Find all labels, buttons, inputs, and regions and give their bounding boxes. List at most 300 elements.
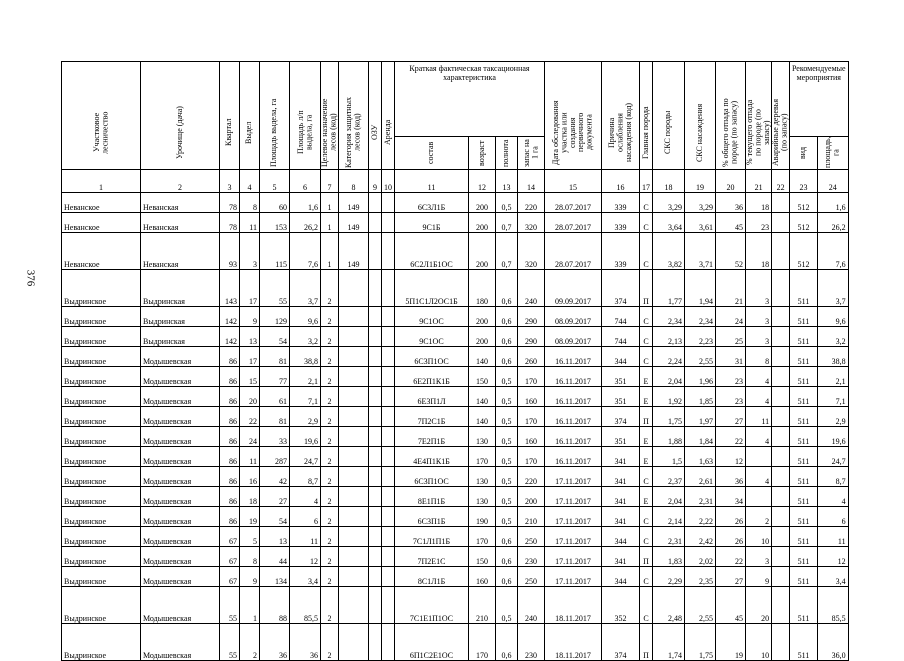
cell-col-19: 2,31 bbox=[685, 487, 716, 507]
cell-col-15: 17.11.2017 bbox=[545, 567, 602, 587]
column-number: 16 bbox=[602, 170, 640, 193]
cell-col-13: 0,5 bbox=[496, 367, 518, 387]
cell-col-6: 1,6 bbox=[290, 193, 321, 213]
table-row bbox=[62, 233, 849, 270]
cell-col-13: 0,5 bbox=[496, 427, 518, 447]
header-plot-area: Площадь выдела, га bbox=[260, 62, 290, 170]
cell-col-9 bbox=[369, 487, 382, 507]
column-number: 12 bbox=[469, 170, 496, 193]
cell-col-9 bbox=[369, 327, 382, 347]
cell-col-20: 36 bbox=[716, 193, 746, 213]
cell-col-2: Модышевская bbox=[141, 567, 220, 587]
table-row bbox=[62, 213, 849, 233]
cell-col-3: 142 bbox=[220, 307, 240, 327]
cell-col-2: Модышевская bbox=[141, 367, 220, 387]
cell-col-17: С bbox=[640, 587, 653, 624]
cell-col-15: 16.11.2017 bbox=[545, 407, 602, 427]
column-number: 19 bbox=[685, 170, 716, 193]
cell-col-15: 16.11.2017 bbox=[545, 447, 602, 467]
cell-col-20: 12 bbox=[716, 447, 746, 467]
cell-col-5: 134 bbox=[260, 567, 290, 587]
cell-col-2: Модышевская bbox=[141, 427, 220, 447]
forest-survey-table bbox=[61, 61, 849, 661]
cell-col-22 bbox=[772, 507, 790, 527]
cell-col-13: 0,5 bbox=[496, 387, 518, 407]
cell-col-22 bbox=[772, 193, 790, 213]
column-number: 6 bbox=[290, 170, 321, 193]
cell-col-12: 150 bbox=[469, 547, 496, 567]
cell-col-21: 20 bbox=[746, 587, 772, 624]
cell-col-15: 17.11.2017 bbox=[545, 547, 602, 567]
table-row bbox=[62, 367, 849, 387]
cell-col-2: Выдринская bbox=[141, 327, 220, 347]
cell-col-19: 2,35 bbox=[685, 567, 716, 587]
cell-col-7: 2 bbox=[321, 547, 339, 567]
header-measure-type: вид bbox=[789, 137, 817, 170]
cell-col-2: Выдринская bbox=[141, 270, 220, 307]
cell-col-3: 86 bbox=[220, 347, 240, 367]
cell-col-14: 290 bbox=[518, 307, 545, 327]
cell-col-16: 351 bbox=[602, 427, 640, 447]
cell-col-10 bbox=[382, 507, 395, 527]
table-row bbox=[62, 193, 849, 213]
cell-col-18: 1,88 bbox=[653, 427, 685, 447]
cell-col-23: 511 bbox=[789, 307, 817, 327]
cell-col-11: 5П1С1Л2ОС1Б bbox=[395, 270, 469, 307]
cell-col-23: 511 bbox=[789, 487, 817, 507]
column-number: 15 bbox=[545, 170, 602, 193]
cell-col-23: 511 bbox=[789, 587, 817, 624]
cell-col-13: 0,6 bbox=[496, 527, 518, 547]
cell-col-22 bbox=[772, 567, 790, 587]
cell-col-21: 9 bbox=[746, 567, 772, 587]
cell-col-5: 81 bbox=[260, 407, 290, 427]
cell-col-16: 341 bbox=[602, 547, 640, 567]
cell-col-24: 24,7 bbox=[818, 447, 849, 467]
cell-col-8 bbox=[339, 624, 369, 661]
cell-col-18: 2,24 bbox=[653, 347, 685, 367]
cell-col-10 bbox=[382, 527, 395, 547]
cell-col-5: 88 bbox=[260, 587, 290, 624]
cell-col-7: 2 bbox=[321, 327, 339, 347]
cell-col-10 bbox=[382, 487, 395, 507]
cell-col-20: 31 bbox=[716, 347, 746, 367]
cell-col-23: 511 bbox=[789, 507, 817, 527]
cell-col-5: 54 bbox=[260, 327, 290, 347]
cell-col-7: 1 bbox=[321, 233, 339, 270]
header-tract: Урочище (дача) bbox=[141, 62, 220, 170]
cell-col-12: 140 bbox=[469, 407, 496, 427]
cell-col-1: Выдринское bbox=[62, 387, 141, 407]
cell-col-19: 2,34 bbox=[685, 307, 716, 327]
cell-col-8 bbox=[339, 270, 369, 307]
cell-col-22 bbox=[772, 407, 790, 427]
column-number: 9 bbox=[369, 170, 382, 193]
cell-col-6: 6 bbox=[290, 507, 321, 527]
cell-col-7: 2 bbox=[321, 507, 339, 527]
cell-col-20: 24 bbox=[716, 307, 746, 327]
cell-col-21: 18 bbox=[746, 193, 772, 213]
cell-col-19: 1,94 bbox=[685, 270, 716, 307]
table-row bbox=[62, 270, 849, 307]
cell-col-11: 8Е1П1Б bbox=[395, 487, 469, 507]
cell-col-15: 09.09.2017 bbox=[545, 270, 602, 307]
cell-col-11: 9С1Б bbox=[395, 213, 469, 233]
cell-col-6: 36 bbox=[290, 624, 321, 661]
cell-col-8 bbox=[339, 307, 369, 327]
cell-col-15: 17.11.2017 bbox=[545, 467, 602, 487]
cell-col-22 bbox=[772, 587, 790, 624]
cell-col-5: 13 bbox=[260, 527, 290, 547]
cell-col-20: 23 bbox=[716, 387, 746, 407]
cell-col-18: 1,74 bbox=[653, 624, 685, 661]
column-number: 2 bbox=[141, 170, 220, 193]
column-number: 3 bbox=[220, 170, 240, 193]
cell-col-5: 54 bbox=[260, 507, 290, 527]
cell-col-12: 200 bbox=[469, 307, 496, 327]
cell-col-6: 85,5 bbox=[290, 587, 321, 624]
cell-col-24: 38,8 bbox=[818, 347, 849, 367]
cell-col-22 bbox=[772, 327, 790, 347]
cell-col-12: 160 bbox=[469, 567, 496, 587]
cell-col-20: 36 bbox=[716, 467, 746, 487]
cell-col-17: С bbox=[640, 327, 653, 347]
cell-col-9 bbox=[369, 213, 382, 233]
cell-col-14: 240 bbox=[518, 587, 545, 624]
cell-col-6: 24,7 bbox=[290, 447, 321, 467]
cell-col-19: 2,42 bbox=[685, 527, 716, 547]
cell-col-17: С bbox=[640, 193, 653, 213]
cell-col-24: 1,6 bbox=[818, 193, 849, 213]
cell-col-6: 19,6 bbox=[290, 427, 321, 447]
cell-col-7: 2 bbox=[321, 270, 339, 307]
cell-col-16: 341 bbox=[602, 487, 640, 507]
table-row bbox=[62, 527, 849, 547]
cell-col-10 bbox=[382, 587, 395, 624]
cell-col-14: 230 bbox=[518, 624, 545, 661]
cell-col-6: 2,9 bbox=[290, 407, 321, 427]
cell-col-21: 2 bbox=[746, 507, 772, 527]
cell-col-24: 19,6 bbox=[818, 427, 849, 447]
cell-col-8 bbox=[339, 327, 369, 347]
cell-col-11: 6Е3П1Л bbox=[395, 387, 469, 407]
header-purpose: Целевое назначение лесов (код) bbox=[321, 62, 339, 170]
cell-col-8: 149 bbox=[339, 233, 369, 270]
column-number: 24 bbox=[818, 170, 849, 193]
header-main-species: Главная порода bbox=[640, 62, 653, 170]
cell-col-19: 1,97 bbox=[685, 407, 716, 427]
cell-col-15: 16.11.2017 bbox=[545, 347, 602, 367]
cell-col-2: Модышевская bbox=[141, 547, 220, 567]
cell-col-2: Модышевская bbox=[141, 387, 220, 407]
cell-col-4: 16 bbox=[240, 467, 260, 487]
header-stock: запас на 1 га bbox=[518, 137, 545, 170]
cell-col-4: 20 bbox=[240, 387, 260, 407]
cell-col-24: 3,2 bbox=[818, 327, 849, 347]
cell-col-1: Выдринское bbox=[62, 487, 141, 507]
cell-col-20: 19 bbox=[716, 624, 746, 661]
cell-col-14: 170 bbox=[518, 447, 545, 467]
cell-col-3: 67 bbox=[220, 547, 240, 567]
cell-col-15: 17.11.2017 bbox=[545, 487, 602, 507]
cell-col-11: 6С3П1Б bbox=[395, 507, 469, 527]
cell-col-4: 18 bbox=[240, 487, 260, 507]
header-plot: Выдел bbox=[240, 62, 260, 170]
table-row bbox=[62, 487, 849, 507]
cell-col-21: 10 bbox=[746, 527, 772, 547]
cell-col-3: 86 bbox=[220, 367, 240, 387]
cell-col-19: 1,63 bbox=[685, 447, 716, 467]
cell-col-16: 374 bbox=[602, 270, 640, 307]
table-row bbox=[62, 567, 849, 587]
cell-col-24: 26,2 bbox=[818, 213, 849, 233]
cell-col-2: Неванская bbox=[141, 213, 220, 233]
cell-col-17: С bbox=[640, 213, 653, 233]
cell-col-9 bbox=[369, 233, 382, 270]
cell-col-22 bbox=[772, 387, 790, 407]
cell-col-7: 2 bbox=[321, 387, 339, 407]
cell-col-2: Модышевская bbox=[141, 347, 220, 367]
header-current-dieoff: % текущего отпада по породе (по запасу) bbox=[746, 62, 772, 170]
column-number: 23 bbox=[789, 170, 817, 193]
cell-col-6: 2,1 bbox=[290, 367, 321, 387]
cell-col-17: С bbox=[640, 233, 653, 270]
cell-col-13: 0,5 bbox=[496, 487, 518, 507]
cell-col-6: 11 bbox=[290, 527, 321, 547]
table-row bbox=[62, 587, 849, 624]
cell-col-20: 45 bbox=[716, 587, 746, 624]
cell-col-4: 1 bbox=[240, 587, 260, 624]
cell-col-8: 149 bbox=[339, 193, 369, 213]
cell-col-12: 190 bbox=[469, 507, 496, 527]
cell-col-12: 140 bbox=[469, 387, 496, 407]
cell-col-21: 3 bbox=[746, 547, 772, 567]
cell-col-22 bbox=[772, 527, 790, 547]
cell-col-14: 170 bbox=[518, 407, 545, 427]
cell-col-16: 341 bbox=[602, 467, 640, 487]
cell-col-18: 3,64 bbox=[653, 213, 685, 233]
column-number: 14 bbox=[518, 170, 545, 193]
cell-col-21: 11 bbox=[746, 407, 772, 427]
header-quarter: Квартал bbox=[220, 62, 240, 170]
cell-col-3: 67 bbox=[220, 527, 240, 547]
cell-col-19: 1,84 bbox=[685, 427, 716, 447]
cell-col-9 bbox=[369, 387, 382, 407]
cell-col-9 bbox=[369, 270, 382, 307]
cell-col-23: 512 bbox=[789, 213, 817, 233]
cell-col-19: 2,61 bbox=[685, 467, 716, 487]
cell-col-1: Выдринское bbox=[62, 270, 141, 307]
cell-col-5: 81 bbox=[260, 347, 290, 367]
cell-col-1: Выдринское bbox=[62, 567, 141, 587]
cell-col-11: 8С1Л1Б bbox=[395, 567, 469, 587]
cell-col-3: 86 bbox=[220, 447, 240, 467]
cell-col-12: 200 bbox=[469, 233, 496, 270]
cell-col-4: 17 bbox=[240, 270, 260, 307]
cell-col-1: Выдринское bbox=[62, 427, 141, 447]
column-number: 17 bbox=[640, 170, 653, 193]
cell-col-23: 511 bbox=[789, 327, 817, 347]
cell-col-17: Е bbox=[640, 487, 653, 507]
cell-col-19: 3,71 bbox=[685, 233, 716, 270]
cell-col-3: 55 bbox=[220, 624, 240, 661]
cell-col-6: 26,2 bbox=[290, 213, 321, 233]
cell-col-23: 511 bbox=[789, 387, 817, 407]
cell-col-14: 320 bbox=[518, 213, 545, 233]
cell-col-16: 351 bbox=[602, 387, 640, 407]
cell-col-15: 18.11.2017 bbox=[545, 587, 602, 624]
cell-col-17: С bbox=[640, 347, 653, 367]
cell-col-8: 149 bbox=[339, 213, 369, 233]
cell-col-22 bbox=[772, 307, 790, 327]
cell-col-16: 344 bbox=[602, 347, 640, 367]
cell-col-9 bbox=[369, 447, 382, 467]
cell-col-15: 08.09.2017 bbox=[545, 327, 602, 347]
cell-col-4: 22 bbox=[240, 407, 260, 427]
table-body bbox=[62, 193, 849, 661]
cell-col-13: 0,5 bbox=[496, 507, 518, 527]
cell-col-11: 7Е2П1Б bbox=[395, 427, 469, 447]
cell-col-2: Модышевская bbox=[141, 507, 220, 527]
cell-col-7: 2 bbox=[321, 467, 339, 487]
cell-col-3: 78 bbox=[220, 213, 240, 233]
cell-col-6: 7,1 bbox=[290, 387, 321, 407]
cell-col-18: 2,04 bbox=[653, 487, 685, 507]
cell-col-11: 6Е2П1К1Б bbox=[395, 367, 469, 387]
cell-col-19: 2,23 bbox=[685, 327, 716, 347]
cell-col-17: С bbox=[640, 507, 653, 527]
cell-col-10 bbox=[382, 270, 395, 307]
cell-col-17: П bbox=[640, 407, 653, 427]
cell-col-1: Выдринское bbox=[62, 347, 141, 367]
cell-col-5: 115 bbox=[260, 233, 290, 270]
table-row bbox=[62, 387, 849, 407]
cell-col-3: 78 bbox=[220, 193, 240, 213]
cell-col-18: 2,13 bbox=[653, 327, 685, 347]
cell-col-14: 250 bbox=[518, 527, 545, 547]
cell-col-10 bbox=[382, 347, 395, 367]
table-row bbox=[62, 624, 849, 661]
cell-col-21: 3 bbox=[746, 307, 772, 327]
cell-col-6: 7,6 bbox=[290, 233, 321, 270]
cell-col-11: 6С3П1ОС bbox=[395, 347, 469, 367]
header-composition: состав bbox=[395, 137, 469, 170]
cell-col-17: С bbox=[640, 467, 653, 487]
cell-col-5: 44 bbox=[260, 547, 290, 567]
cell-col-23: 511 bbox=[789, 367, 817, 387]
cell-col-2: Модышевская bbox=[141, 447, 220, 467]
cell-col-17: С bbox=[640, 527, 653, 547]
cell-col-23: 511 bbox=[789, 527, 817, 547]
table-row bbox=[62, 347, 849, 367]
cell-col-24: 3,4 bbox=[818, 567, 849, 587]
cell-col-9 bbox=[369, 347, 382, 367]
cell-col-16: 744 bbox=[602, 327, 640, 347]
cell-col-19: 1,75 bbox=[685, 624, 716, 661]
cell-col-21: 4 bbox=[746, 387, 772, 407]
cell-col-3: 86 bbox=[220, 467, 240, 487]
cell-col-4: 17 bbox=[240, 347, 260, 367]
cell-col-12: 130 bbox=[469, 487, 496, 507]
cell-col-23: 511 bbox=[789, 427, 817, 447]
column-number: 22 bbox=[772, 170, 790, 193]
cell-col-21: 3 bbox=[746, 270, 772, 307]
cell-col-23: 512 bbox=[789, 193, 817, 213]
cell-col-11: 4Е4П1К1Б bbox=[395, 447, 469, 467]
cell-col-12: 170 bbox=[469, 624, 496, 661]
cell-col-4: 2 bbox=[240, 624, 260, 661]
cell-col-21: 18 bbox=[746, 233, 772, 270]
cell-col-4: 15 bbox=[240, 367, 260, 387]
cell-col-17: Е bbox=[640, 447, 653, 467]
cell-col-21 bbox=[746, 447, 772, 467]
cell-col-16: 339 bbox=[602, 193, 640, 213]
cell-col-9 bbox=[369, 587, 382, 624]
cell-col-16: 341 bbox=[602, 507, 640, 527]
cell-col-20: 22 bbox=[716, 427, 746, 447]
header-taxation-group: Краткая фактическая таксационная характеристика bbox=[395, 62, 545, 137]
cell-col-5: 36 bbox=[260, 624, 290, 661]
header-total-dieoff: % общего отпада по породе (по запасу) bbox=[716, 62, 746, 170]
header-sks-species: СКС породы bbox=[653, 62, 685, 170]
cell-col-22 bbox=[772, 367, 790, 387]
cell-col-20: 27 bbox=[716, 567, 746, 587]
cell-col-7: 2 bbox=[321, 307, 339, 327]
cell-col-11: 9С1ОС bbox=[395, 327, 469, 347]
header-measure-area: площадь, га bbox=[818, 137, 849, 170]
cell-col-17: П bbox=[640, 547, 653, 567]
header-forestry: Участковое лесничество bbox=[62, 62, 141, 170]
cell-col-12: 130 bbox=[469, 427, 496, 447]
cell-col-22 bbox=[772, 487, 790, 507]
cell-col-5: 55 bbox=[260, 270, 290, 307]
cell-col-5: 27 bbox=[260, 487, 290, 507]
page-number: 376 bbox=[24, 269, 37, 287]
cell-col-16: 744 bbox=[602, 307, 640, 327]
cell-col-7: 2 bbox=[321, 427, 339, 447]
cell-col-21: 3 bbox=[746, 327, 772, 347]
cell-col-7: 1 bbox=[321, 193, 339, 213]
cell-col-8 bbox=[339, 587, 369, 624]
cell-col-17: Е bbox=[640, 427, 653, 447]
cell-col-10 bbox=[382, 447, 395, 467]
cell-col-22 bbox=[772, 427, 790, 447]
table-row bbox=[62, 547, 849, 567]
cell-col-17: С bbox=[640, 567, 653, 587]
cell-col-1: Выдринское bbox=[62, 527, 141, 547]
cell-col-1: Выдринское bbox=[62, 467, 141, 487]
cell-col-12: 200 bbox=[469, 327, 496, 347]
cell-col-14: 260 bbox=[518, 347, 545, 367]
cell-col-7: 2 bbox=[321, 347, 339, 367]
cell-col-3: 142 bbox=[220, 327, 240, 347]
cell-col-18: 2,04 bbox=[653, 367, 685, 387]
cell-col-18: 2,34 bbox=[653, 307, 685, 327]
cell-col-8 bbox=[339, 447, 369, 467]
header-survey-date: Дата обследования участка или создания первичного документа bbox=[545, 62, 602, 170]
cell-col-2: Неванская bbox=[141, 233, 220, 270]
cell-col-5: 33 bbox=[260, 427, 290, 447]
cell-col-3: 143 bbox=[220, 270, 240, 307]
cell-col-11: 7С1Е1П1ОС bbox=[395, 587, 469, 624]
cell-col-4: 9 bbox=[240, 307, 260, 327]
cell-col-18: 1,5 bbox=[653, 447, 685, 467]
cell-col-14: 170 bbox=[518, 367, 545, 387]
cell-col-4: 11 bbox=[240, 213, 260, 233]
cell-col-10 bbox=[382, 387, 395, 407]
cell-col-18: 3,29 bbox=[653, 193, 685, 213]
cell-col-10 bbox=[382, 407, 395, 427]
